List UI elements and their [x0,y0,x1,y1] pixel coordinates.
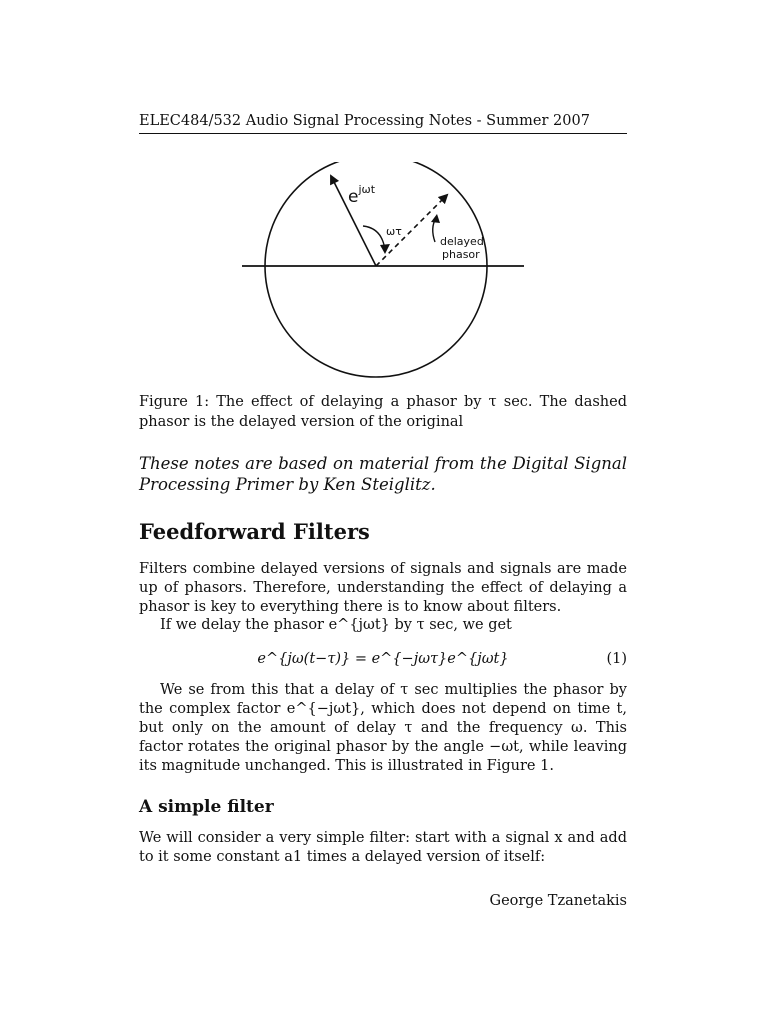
paragraph-filters: Filters combine delayed versions of signals and signals are made up of phasors. Therefore, understanding the effect of delaying a phasor is key to everything there is to know about filters. [139,561,627,615]
paragraph-rotation: We se from this that a delay of τ sec multiplies the phasor by the complex factor e^{−jωt}, which does not depend on time t, but only on the amount of delay τ and the frequency ω. This factor rotates the original phasor by the angle −ωt, while leaving its magnitude unchanged. This is illustrated in Figure 1. [139,682,627,774]
author-footer: George Tzanetakis [489,893,627,909]
paragraph-delay: If we delay the phasor e^{jωt} by τ sec, we get [160,617,512,633]
equation-body: e^{jω(t−τ)} = e^{−jωτ}e^{jωt} [257,651,509,667]
equation-1 [139,651,627,673]
unit-circle [265,162,487,377]
subsection-title: A simple filter [139,797,274,817]
figure-caption: Figure 1: The effect of delaying a phasor by τ sec. The dashed phasor is the delayed version of the original [139,394,627,430]
equation-number: (1) [606,651,627,667]
delayed-label-line2: phasor [442,248,480,261]
paragraph-simple-filter: We will consider a very simple filter: start with a signal x and add to it some constant a1 times a delayed version of itself: [139,830,627,865]
phasor-figure [230,162,540,380]
intro-note: These notes are based on material from the Digital Signal Processing Primer by Ken Steiglitz. [139,454,627,494]
running-header: ELEC484/532 Audio Signal Processing Notes - Summer 2007 [139,113,627,134]
delayed-label-line1: delayed [440,235,484,248]
angle-label: ωτ [386,225,402,238]
phasor-label: $e^{j\omega t}$ [348,183,376,207]
delay-arc-arrowhead [431,214,440,223]
section-title: Feedforward Filters [139,519,370,544]
